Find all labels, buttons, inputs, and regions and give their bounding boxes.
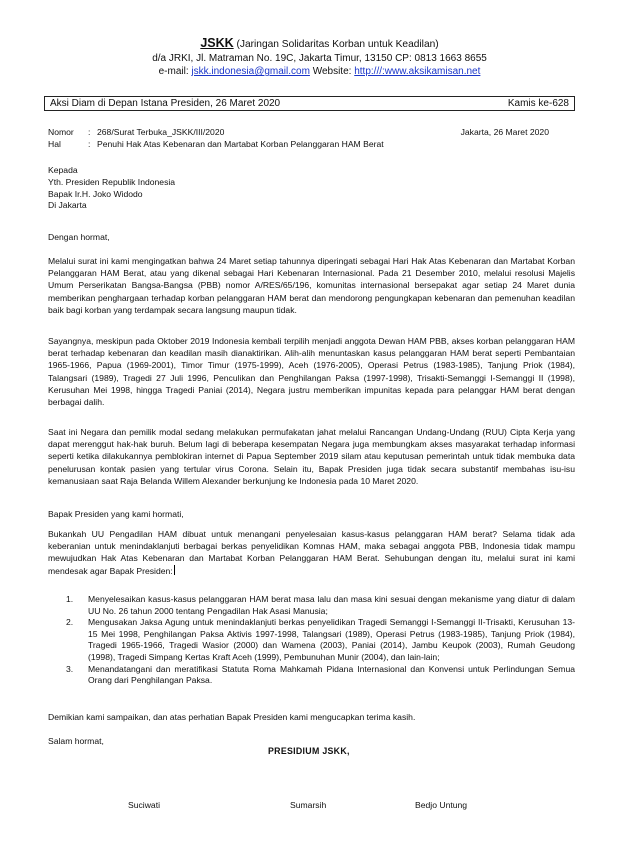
list-item bbox=[48, 664, 575, 687]
list-text: Menyelesaikan kasus-kasus pelanggaran HAM berat masa lalu dan masa kini sesuai dengan mekanisme yang diatur di dalam UU No. 26 tahun 2000 tentang Pengadilan Hak Asasi Manusia; bbox=[88, 594, 575, 616]
demands-list bbox=[48, 594, 575, 687]
event-title: Aksi Diam di Depan Istana Presiden, 26 Maret 2020 bbox=[50, 98, 281, 109]
nomor-colon: : bbox=[88, 127, 91, 137]
email-label: e-mail: bbox=[158, 66, 189, 77]
website-link[interactable]: http:///:www.aksikamisan.net bbox=[354, 66, 481, 77]
nomor-value: 268/Surat Terbuka_JSKK/III/2020 bbox=[97, 127, 225, 137]
address-line: Bapak Presiden yang kami hormati, bbox=[48, 509, 184, 519]
signatory-name: Sumarsih bbox=[290, 800, 327, 810]
letterhead bbox=[0, 36, 639, 78]
presidium-title: PRESIDIUM JSKK, bbox=[268, 746, 350, 756]
list-item bbox=[48, 617, 575, 663]
salutation: Dengan hormat, bbox=[48, 232, 110, 242]
regards: Salam hormat, bbox=[48, 736, 104, 746]
paragraph-text: Bukankah UU Pengadilan HAM dibuat untuk menangani penyelesaian kasus-kasus pelanggaran HAM berat? Selama tidak ada keberanian untuk menindaklanjuti berbagai berkas penyelidikan Komnas HAM, maka sebagai anggota PBB, Indonesia tidak mampu mewujudkan Hak Atas Kebenaran dan Martabat Korban Pelanggaran HAM Berat. Sehubungan dengan itu, melalui surat ini kami mendesak agar Bapak Presiden: bbox=[48, 529, 575, 576]
org-short-name: JSKK bbox=[200, 36, 234, 50]
list-item bbox=[48, 594, 575, 617]
recipient-line: Kepada bbox=[48, 165, 78, 175]
recipient-line: Di Jakarta bbox=[48, 200, 87, 211]
contact-line bbox=[0, 65, 639, 78]
hal-colon: : bbox=[88, 139, 91, 149]
nomor-label: Nomor bbox=[48, 127, 74, 137]
text-cursor bbox=[174, 565, 175, 575]
hal-row bbox=[48, 138, 578, 150]
signatory-name: Bedjo Untung bbox=[415, 800, 468, 810]
letterhead-title bbox=[0, 36, 639, 52]
paragraph: Saat ini Negara dan pemilik modal sedang melakukan permufakatan jahat melalui Rancangan Undang-Undang (RUU) Cipta Kerja yang dapat merenggut hak-hak buruh. Belum lagi di beberapa kesempatan Negara juga membungkam akses masyarakat terhadap informasi seperti ketika dilakukannya pemblokiran internet di Papua September 2019 silam atau keputusan pemerintah untuk tidak membuka data penelurusan kontak pasien yang tertular virus Corona. Selain itu, Bapak Presiden juga tidak secara substantif membahas isu-isu kemanusiaan saat Raja Belanda Willem Alexander berkunjung ke Indonesia pada 10 Maret 2020. bbox=[48, 427, 575, 486]
closing-sentence: Demikian kami sampaikan, dan atas perhatian Bapak Presiden kami mengucapkan terima kasih. bbox=[48, 712, 416, 722]
hal-label: Hal bbox=[48, 139, 61, 149]
event-banner bbox=[44, 96, 575, 111]
letter-meta bbox=[48, 126, 578, 150]
recipient-line: Bapak Ir.H. Joko Widodo bbox=[48, 188, 143, 199]
paragraph: Melalui surat ini kami mengingatkan bahwa 24 Maret setiap tahunnya diperingati sebagai Hari Hak Atas Kebenaran dan Martabat Korban Pelanggaran HAM Berat, atau yang dikenal sebagai Hari Kebenaran Internasional. Pada 21 Desember 2010, melalui resolusi Majelis Umum Perserikatan Bangsa-Bangsa (PBB) nomor A/RES/65/196, komunitas internasional bersepakat agar setiap 24 Maret dunia memberikan penghargaan terhadap korban pelanggaran HAM berat dan mendorong pengungkapan kebenaran dan pemenuhan keadilan baik bagi korban yang terdampak secara langsung maupun tidak. bbox=[48, 256, 575, 315]
list-text: Mengusakan Jaksa Agung untuk menindaklanjuti berkas penyelidikan Tragedi Semanggi I-Semanggi II-Trisakti, Kerusuhan 13-15 Mei 1998, Penghilangan Paksa Aktivis 1997-1998, Talangsari (1989), Operasi Petrus (1983-1985), Tanjung Priok (1984), Tragedi 1965-1966, Tragedi Wasior (2000) dan Wamena (2003), Paniai (2014), Jambu Keupok (2003), Rumah Geudong (1998), Tragedi Simpang Kertas Kraft Aceh (1999), Pembunuhan Munir (2004), dan lain-lain; bbox=[88, 617, 575, 662]
list-number: 3. bbox=[66, 663, 74, 674]
list-number: 1. bbox=[66, 594, 74, 604]
org-address: d/a JRKI, Jl. Matraman No. 19C, Jakarta Timur, 13150 CP: 0813 1663 8655 bbox=[152, 53, 487, 64]
signatory-name: Suciwati bbox=[128, 800, 160, 810]
list-number: 2. bbox=[66, 617, 74, 628]
hal-value: Penuhi Hak Atas Kebenaran dan Martabat Korban Pelanggaran HAM Berat bbox=[97, 139, 384, 149]
org-full-name: (Jaringan Solidaritas Korban untuk Keadilan) bbox=[236, 39, 439, 50]
event-count: Kamis ke-628 bbox=[507, 98, 569, 109]
paragraph bbox=[48, 528, 575, 577]
website-label: Website: bbox=[312, 66, 352, 77]
letter-date: Jakarta, 26 Maret 2020 bbox=[460, 127, 549, 137]
email-link[interactable]: jskk.indonesia@gmail.com bbox=[191, 66, 310, 77]
paragraph: Sayangnya, meskipun pada Oktober 2019 Indonesia kembali terpilih menjadi anggota Dewan HAM PBB, akses korban pelanggaran HAM berat terhadap kebenaran dan keadilan masih dianaktirikan. Alih-alih menuntaskan kasus pelanggaran HAM berat seperti Pembantaian 1965-1966, Papua (1969-2001), Timor Timur (1975-1999), Aceh (1976-2005), Operasi Petrus (1983-1985), Tanjung Priok (1984), Talangsari (1989), Tragedi 27 Juli 1996, Penculikan dan Penghilangan Paksa (1997-1998), Trisakti-Semanggi I-Semanggi II (1998), Kerusuhan Mei 1998, hingga Tragedi Paniai (2014), Negara justru memberikan impunitas kepada para pelanggar HAM berat dengan berbagai dalih. bbox=[48, 336, 575, 408]
list-text: Menandatangani dan meratifikasi Statuta Roma Mahkamah Pidana Internasional dan Konvensi untuk Perlindungan Semua Orang dari Penghilangan Paksa. bbox=[88, 663, 575, 686]
recipient-line: Yth. Presiden Republik Indonesia bbox=[48, 176, 176, 187]
recipient-block bbox=[48, 165, 175, 212]
